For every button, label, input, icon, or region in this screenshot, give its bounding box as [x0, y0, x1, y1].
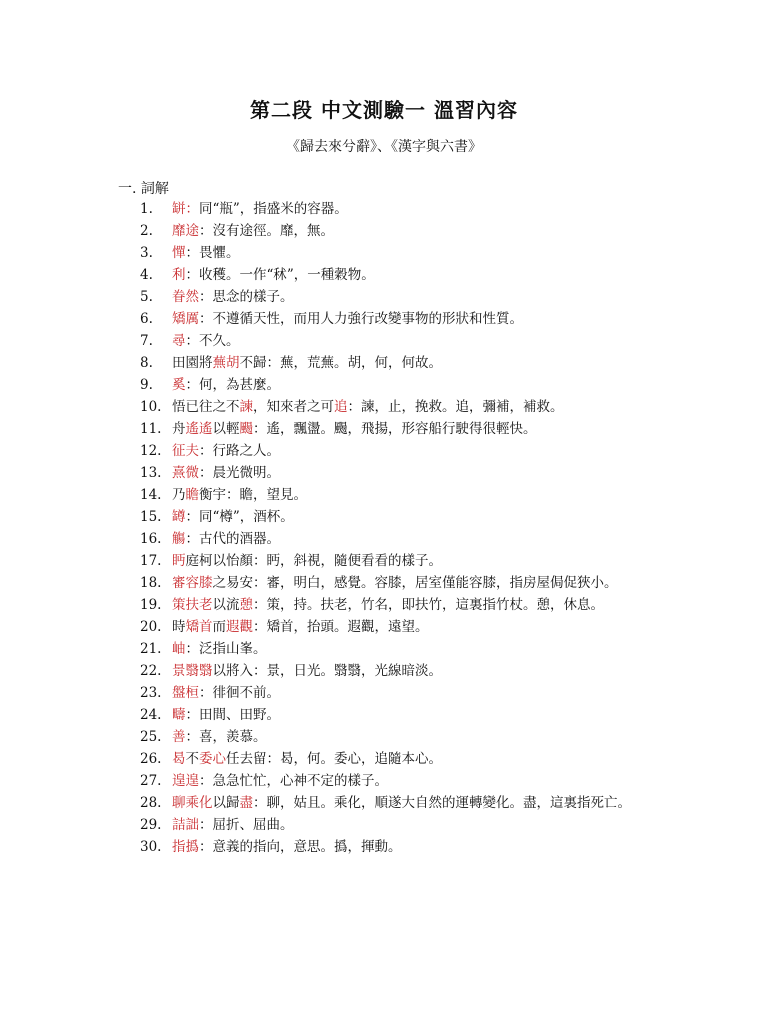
vocab-explanation: ：思念的樣子。	[199, 289, 294, 305]
vocab-term: 矯厲	[172, 311, 199, 327]
vocab-explanation: ：古代的酒器。	[185, 531, 280, 547]
vocab-item-text	[172, 223, 334, 239]
page-title: 第二段 中文測驗一 溫習內容	[250, 98, 518, 122]
vocab-explanation: ：同“樽”，酒杯。	[185, 509, 294, 525]
vocab-term: 委心	[199, 751, 226, 767]
vocab-term: 眄	[172, 553, 186, 569]
vocab-item-number: 10.	[140, 399, 162, 415]
vocab-item-text	[172, 553, 442, 569]
vocab-item	[140, 242, 660, 264]
vocab-explanation: ：策，持。扶老，竹名，即扶竹，這裏指竹杖。憩，休息。	[253, 597, 604, 613]
vocab-item-text	[172, 707, 280, 723]
vocab-item	[140, 726, 660, 748]
vocab-term: 善	[172, 729, 186, 745]
vocab-explanation: 舟	[172, 421, 186, 437]
vocab-explanation: ：何，為甚麼。	[185, 377, 280, 393]
vocab-item-text	[172, 399, 564, 415]
vocab-item-number: 17.	[140, 553, 162, 569]
vocab-item	[140, 572, 660, 594]
vocab-item	[140, 352, 660, 374]
vocab-item	[140, 396, 660, 418]
vocab-item-number: 27.	[140, 773, 162, 789]
vocab-item	[140, 748, 660, 770]
vocabulary-list	[140, 198, 660, 858]
vocab-item	[140, 506, 660, 528]
vocab-item-text	[172, 685, 280, 701]
vocab-item	[140, 682, 660, 704]
vocab-item-text	[172, 201, 348, 217]
vocab-item-number: 14.	[140, 487, 162, 503]
vocab-term: 聊乘化	[172, 795, 213, 811]
vocab-term: 景翳翳	[172, 663, 213, 679]
vocab-item-number: 21.	[140, 641, 162, 657]
page-subtitle: 《歸去來兮辭》、《漢字與六書》	[286, 139, 482, 155]
vocab-item-text	[172, 311, 523, 327]
vocab-explanation: ：喜，羨慕。	[185, 729, 267, 745]
vocab-explanation: ：矯首，抬頭。遐觀，遠望。	[253, 619, 429, 635]
vocab-explanation: ：意義的指向，意思。撝，揮動。	[199, 839, 402, 855]
vocab-explanation: ：遙，飄盪。颺，飛揚，形容船行駛得很輕快。	[253, 421, 537, 437]
vocab-explanation: ：諫，止，挽救。追，彌補，補救。	[347, 399, 564, 415]
vocab-item-text	[172, 575, 618, 591]
vocab-item-number: 2.	[140, 223, 153, 239]
vocab-explanation: ：畏懼。	[185, 245, 240, 261]
vocab-item-number: 1.	[140, 201, 153, 217]
vocab-explanation: 任去留：曷，何。委心，追隨本心。	[226, 751, 442, 767]
vocab-explanation: ：聊，姑且。乘化，順遂大自然的運轉變化。盡，這裏指死亡。	[253, 795, 631, 811]
vocab-term: 征夫	[172, 443, 199, 459]
vocab-term: 罇	[172, 509, 186, 525]
vocab-item-number: 29.	[140, 817, 162, 833]
vocab-item-text	[172, 839, 402, 855]
vocab-term: 疇	[172, 707, 186, 723]
vocab-item-number: 28.	[140, 795, 162, 811]
vocab-item-text	[172, 487, 307, 503]
vocab-item-text	[172, 795, 631, 811]
vocab-item	[140, 198, 660, 220]
vocab-explanation: 不歸：蕪，荒蕪。胡，何，何故。	[239, 355, 442, 371]
vocab-term: 憚	[172, 245, 186, 261]
vocab-item	[140, 440, 660, 462]
vocab-explanation: ：行路之人。	[199, 443, 280, 459]
vocab-explanation: ：晨光微明。	[199, 465, 280, 481]
vocab-item-number: 9.	[140, 377, 153, 393]
vocab-item	[140, 286, 660, 308]
vocab-term: 利	[172, 267, 186, 283]
vocab-term: 曷	[172, 751, 186, 767]
vocab-item-text	[172, 619, 429, 635]
vocab-item-text	[172, 663, 442, 679]
vocab-explanation: 以將入：景，日光。翳翳，光線暗淡。	[212, 663, 442, 679]
vocab-term: 策扶老	[172, 597, 213, 613]
vocab-term: 觴	[172, 531, 186, 547]
vocab-explanation: ：不久。	[185, 333, 240, 349]
vocab-item-number: 13.	[140, 465, 162, 481]
vocab-explanation: 以流	[212, 597, 240, 613]
vocab-term: 尋	[172, 333, 186, 349]
vocab-explanation: ：田間、田野。	[185, 707, 280, 723]
vocab-term: 熹微	[172, 465, 199, 481]
vocab-item-text	[172, 729, 267, 745]
vocab-item	[140, 484, 660, 506]
vocab-item	[140, 220, 660, 242]
vocab-term: 颺	[239, 421, 253, 437]
vocab-item-number: 11.	[140, 421, 162, 437]
vocab-item-number: 18.	[140, 575, 162, 591]
vocab-explanation: 乃	[172, 487, 186, 503]
vocab-item-number: 25.	[140, 729, 162, 745]
vocab-item-number: 12.	[140, 443, 162, 459]
vocab-term: 眷然	[172, 289, 199, 305]
vocab-item-text	[172, 333, 240, 349]
vocab-item-number: 4.	[140, 267, 153, 283]
vocab-item	[140, 528, 660, 550]
vocab-explanation: ：徘徊不前。	[199, 685, 280, 701]
vocab-explanation: 以歸	[212, 795, 240, 811]
vocab-term: 瞻	[185, 487, 199, 503]
vocab-item-number: 6.	[140, 311, 153, 327]
vocab-term: 諫	[239, 399, 253, 415]
vocab-item-number: 8.	[140, 355, 153, 371]
vocab-item	[140, 836, 660, 858]
vocab-explanation: 同“瓶”，指盛米的容器。	[199, 201, 348, 217]
vocab-term: 盤桓	[172, 685, 199, 701]
vocab-term: 追	[334, 399, 348, 415]
vocab-item	[140, 374, 660, 396]
vocab-explanation: ：急急忙忙，心神不定的樣子。	[199, 773, 388, 789]
vocab-explanation: ，知來者之可	[253, 399, 334, 415]
vocab-term: 詰詘	[172, 817, 199, 833]
vocab-item	[140, 792, 660, 814]
vocab-term: 矯首	[185, 619, 213, 635]
vocab-explanation: 時	[172, 619, 186, 635]
vocab-term: 靡途	[172, 223, 199, 239]
vocab-item-text	[172, 377, 280, 393]
vocab-item-number: 16.	[140, 531, 162, 547]
section-heading: 一. 詞解	[118, 181, 169, 197]
vocab-item-text	[172, 773, 388, 789]
vocab-item	[140, 660, 660, 682]
vocab-explanation: 以輕	[212, 421, 240, 437]
vocab-item-number: 26.	[140, 751, 162, 767]
vocab-item	[140, 616, 660, 638]
vocab-explanation: 而	[212, 619, 226, 635]
vocab-term: 審容膝	[172, 575, 213, 591]
vocab-item-number: 24.	[140, 707, 162, 723]
vocab-item-text	[172, 817, 294, 833]
vocab-term: 岫	[172, 641, 186, 657]
vocab-term: 蕪胡	[212, 355, 240, 371]
vocab-item-number: 30.	[140, 839, 162, 855]
vocab-item	[140, 462, 660, 484]
vocab-item-number: 19.	[140, 597, 162, 613]
vocab-term: 遐觀	[226, 619, 253, 635]
vocab-term: 遑遑	[172, 773, 199, 789]
vocab-item-text	[172, 597, 604, 613]
vocab-item-text	[172, 751, 442, 767]
vocab-item-text	[172, 443, 280, 459]
vocab-item-number: 22.	[140, 663, 162, 679]
vocab-explanation: 衡宇：瞻，望見。	[199, 487, 307, 503]
vocab-item	[140, 308, 660, 330]
vocab-term: 憩	[239, 597, 253, 613]
vocab-item-text	[172, 289, 294, 305]
vocab-explanation: 之易安：審，明白，感覺。容膝，居室僅能容膝，指房屋侷促狹小。	[212, 575, 618, 591]
vocab-item	[140, 704, 660, 726]
vocab-explanation: ：沒有途徑。靡，無。	[199, 223, 334, 239]
vocab-item-text	[172, 641, 267, 657]
vocab-item-text	[172, 267, 375, 283]
vocab-item-number: 15.	[140, 509, 162, 525]
vocab-explanation: 庭柯以怡顏：眄，斜視，隨便看看的樣子。	[185, 553, 442, 569]
vocab-term: 遙遙	[185, 421, 213, 437]
vocab-explanation: 不	[185, 751, 199, 767]
vocab-item	[140, 814, 660, 836]
vocab-item-number: 5.	[140, 289, 153, 305]
vocab-explanation: ：收穫。一作“秫”，一種穀物。	[185, 267, 375, 283]
vocab-item	[140, 264, 660, 286]
vocab-term: 奚	[172, 377, 186, 393]
vocab-item-number: 23.	[140, 685, 162, 701]
vocab-item	[140, 770, 660, 792]
vocab-term: 缾：	[172, 201, 199, 217]
vocab-item	[140, 594, 660, 616]
vocab-item-number: 3.	[140, 245, 153, 261]
vocab-item	[140, 638, 660, 660]
vocab-item-text	[172, 355, 442, 371]
vocab-explanation: ：泛指山峯。	[185, 641, 267, 657]
vocab-item-text	[172, 421, 537, 437]
vocab-explanation: ：屈折、屈曲。	[199, 817, 294, 833]
vocab-item-number: 7.	[140, 333, 153, 349]
vocab-item-number: 20.	[140, 619, 162, 635]
vocab-item	[140, 550, 660, 572]
vocab-term: 指撝	[172, 839, 199, 855]
vocab-explanation: 悟已往之不	[172, 399, 240, 415]
vocab-item-text	[172, 509, 294, 525]
vocab-item-text	[172, 245, 240, 261]
vocab-item-text	[172, 531, 280, 547]
vocab-term: 盡	[239, 795, 253, 811]
vocab-item	[140, 418, 660, 440]
vocab-explanation: 田園將	[172, 355, 213, 371]
vocab-item-text	[172, 465, 280, 481]
vocab-explanation: ：不遵循天性，而用人力強行改變事物的形狀和性質。	[199, 311, 523, 327]
vocab-item	[140, 330, 660, 352]
